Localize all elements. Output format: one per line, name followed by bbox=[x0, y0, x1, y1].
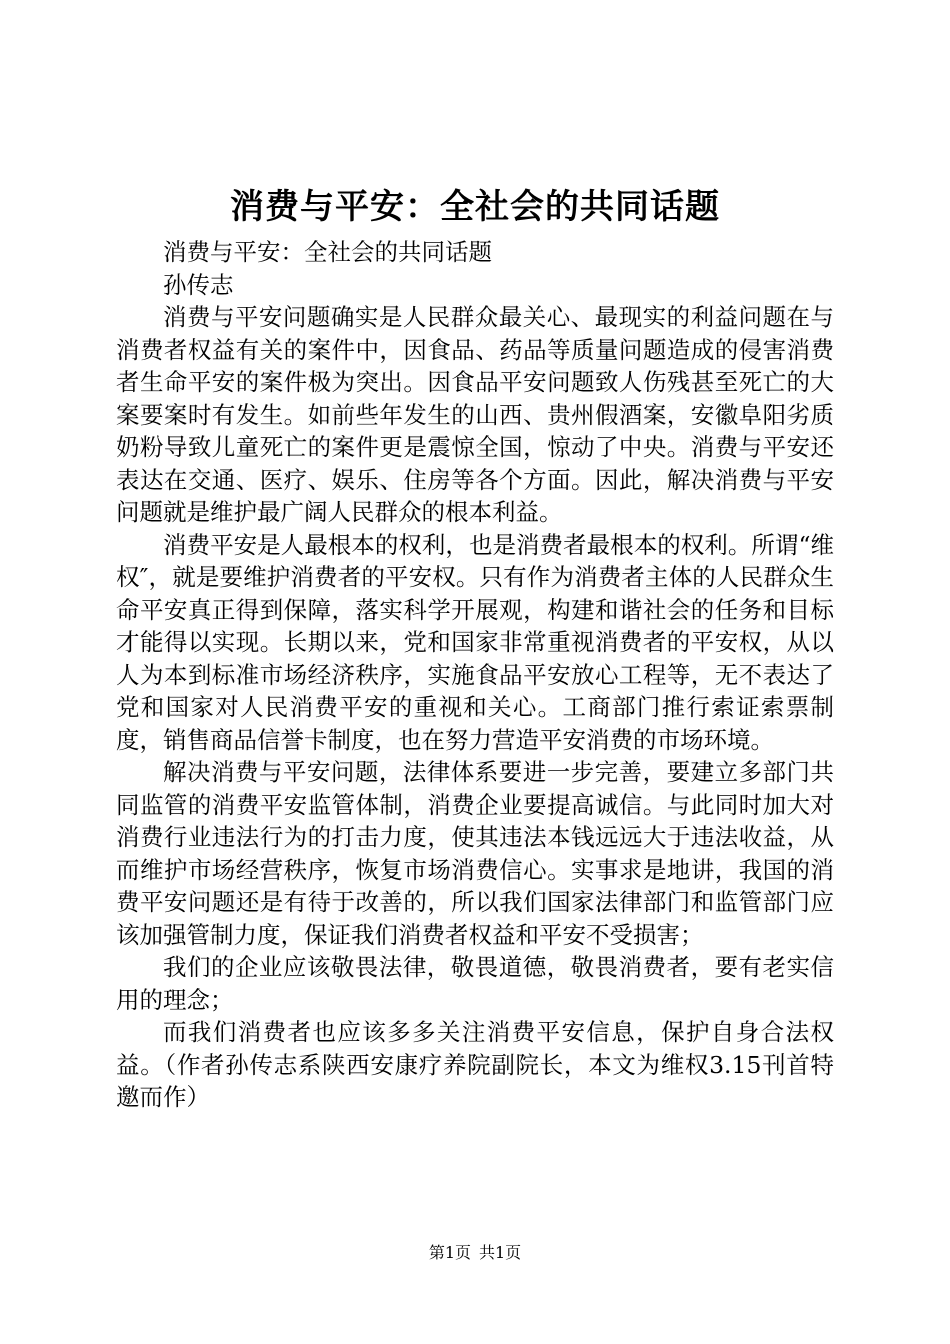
document-body bbox=[116, 236, 834, 1114]
paragraph-4: 我们的企业应该敬畏法律，敬畏道德，敬畏消费者，要有老实信用的理念； bbox=[116, 953, 834, 1014]
paragraph-3: 解决消费与平安问题，法律体系要进一步完善，要建立多部门共同监管的消费平安监管体制，消费企业要提高诚信。与此同时加大对消费行业违法行为的打击力度，使其违法本钱远远大于违法收益，从而维护市场经营秩序，恢复市场消费信心。实事求是地讲，我国的消费平安问题还是有待于改善的，所以我们国家法律部门和监管部门应该加强管制力度，保证我们消费者权益和平安不受损害； bbox=[116, 758, 834, 949]
page-footer bbox=[0, 1242, 950, 1264]
paragraph-2: 消费平安是人最根本的权利，也是消费者最根本的权利。所谓“维权″，就是要维护消费者的平安权。只有作为消费者主体的人民群众生命平安真正得到保障，落实科学开展观，构建和谐社会的任务和目标才能得以实现。长期以来，党和国家非常重视消费者的平安权，从以人为本到标准市场经济秩序，实施食品平安放心工程等，无不表达了党和国家对人民消费平安的重视和关心。工商部门推行索证索票制度，销售商品信誉卡制度，也在努力营造平安消费的市场环境。 bbox=[116, 530, 834, 754]
subtitle-line: 消费与平安：全社会的共同话题 bbox=[163, 238, 492, 266]
paragraph-1: 消费与平安问题确实是人民群众最关心、最现实的利益问题在与消费者权益有关的案件中，因食品、药品等质量问题造成的侵害消费者生命平安的案件极为突出。因食品平安问题致人伤残甚至死亡的大案要案时有发生。如前些年发生的山西、贵州假酒案，安徽阜阳劣质奶粉导致儿童死亡的案件更是震惊全国，惊动了中央。消费与平安还表达在交通、医疗、娱乐、住房等各个方面。因此，解决消费与平安问题就是维护最广阔人民群众的根本利益。 bbox=[116, 303, 834, 526]
paragraph-5: 而我们消费者也应该多多关注消费平安信息，保护自身合法权益。（作者孙传志系陕西安康疗养院副院长，本文为维权3.15刊首特邀而作） bbox=[116, 1018, 834, 1111]
page-number: 第1页 bbox=[428, 1243, 471, 1262]
document-title: 消费与平安：全社会的共同话题 bbox=[230, 187, 720, 227]
page-total: 共1页 bbox=[479, 1243, 522, 1262]
author-line: 孙传志 bbox=[163, 270, 234, 299]
